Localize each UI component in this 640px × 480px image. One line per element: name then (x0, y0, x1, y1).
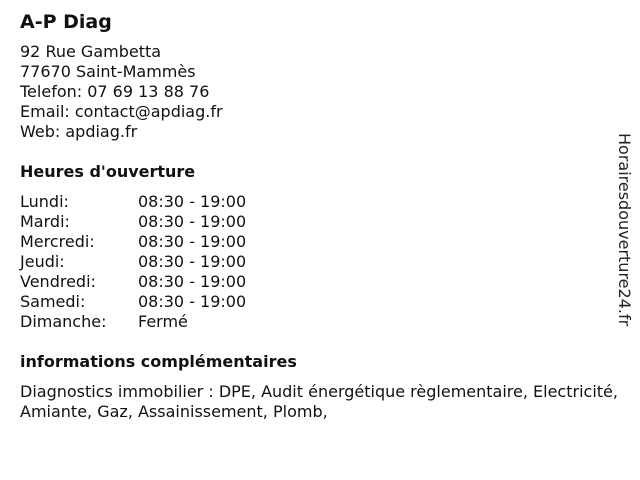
hours-day: Jeudi: (20, 252, 65, 271)
email-line[interactable]: Email: contact@apdiag.fr (20, 102, 223, 121)
hours-row-thursday (20, 252, 620, 272)
hours-row-wednesday (20, 232, 620, 252)
address-line-2: 77670 Saint-Mammès (20, 62, 196, 81)
hours-row-monday (20, 192, 620, 212)
hours-time: Fermé (138, 312, 188, 331)
hours-day: Samedi: (20, 292, 86, 311)
hours-day: Mercredi: (20, 232, 95, 251)
hours-time: 08:30 - 19:00 (138, 292, 247, 311)
hours-time: 08:30 - 19:00 (138, 252, 247, 271)
hours-time: 08:30 - 19:00 (138, 192, 247, 211)
hours-row-saturday (20, 292, 620, 312)
additional-info-text: Diagnostics immobilier : DPE, Audit énergétique règlementaire, Electricité, Amiante, Gaz, Assainissement, Plomb, (20, 382, 618, 421)
hours-row-friday (20, 272, 620, 292)
hours-day: Lundi: (20, 192, 69, 211)
hours-day: Mardi: (20, 212, 70, 231)
hours-row-tuesday (20, 212, 620, 232)
hours-day: Vendredi: (20, 272, 96, 291)
additional-info-heading: informations complémentaires (20, 352, 297, 371)
hours-time: 08:30 - 19:00 (138, 272, 247, 291)
opening-hours-table (20, 192, 620, 332)
hours-time: 08:30 - 19:00 (138, 212, 247, 231)
hours-day: Dimanche: (20, 312, 107, 331)
opening-hours-heading: Heures d'ouverture (20, 162, 196, 181)
hours-row-sunday (20, 312, 620, 332)
site-watermark: Horairesdouverture24.fr (615, 133, 634, 327)
hours-time: 08:30 - 19:00 (138, 232, 247, 251)
business-name: A-P Diag (20, 11, 112, 33)
business-card (20, 10, 620, 422)
address-line-1: 92 Rue Gambetta (20, 42, 162, 61)
phone-line[interactable]: Telefon: 07 69 13 88 76 (20, 82, 210, 101)
web-line[interactable]: Web: apdiag.fr (20, 122, 138, 141)
